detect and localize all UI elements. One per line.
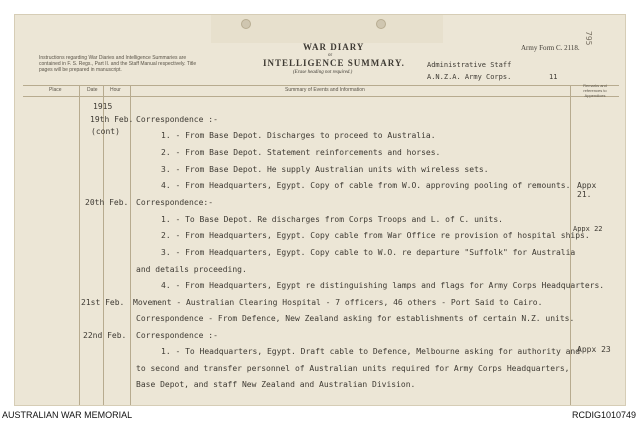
entry-date: 21st Feb.	[81, 298, 125, 307]
entry-date: 22nd Feb.	[83, 331, 127, 340]
rule-place	[79, 85, 80, 405]
entry-text: and details proceeding.	[136, 265, 247, 274]
entry-date: (cont)	[91, 127, 120, 136]
punch-hole-left	[241, 19, 251, 29]
archive-credit: AUSTRALIAN WAR MEMORIAL	[2, 410, 133, 420]
entry-text: 1. - From Base Depot. Discharges to proceed to Australia.	[161, 131, 436, 140]
col-summary: Summary of Events and Information	[285, 87, 365, 93]
erase-note: (Erase heading not required.)	[293, 70, 353, 75]
entry-text: 3. - From Base Depot. He supply Australian units with wireless sets.	[161, 165, 489, 174]
entry-text: 1. - To Base Depot. Re discharges from Corps Troops and L. of C. units.	[161, 215, 503, 224]
entry-text: 2. - From Headquarters, Egypt. Copy cable from War Office re provision of hospital ships.	[161, 231, 590, 240]
entry-text: 4. - From Headquarters, Egypt. Copy of cable from W.O. approving pooling of remounts.	[161, 181, 571, 190]
corps-heading: A.N.Z.A. Army Corps.	[427, 73, 512, 81]
entry-text: 3. - From Headquarters, Egypt. Copy cable to W.O. re departure "Suffolk" for Australia	[161, 248, 576, 257]
entry-text: 2. - From Base Depot. Statement reinforcements and horses.	[161, 148, 441, 157]
rule-summary	[570, 85, 571, 405]
staff-heading: Administrative Staff	[427, 61, 512, 69]
diary-title: WAR DIARY	[303, 42, 365, 52]
title-or: or	[328, 53, 333, 58]
entry-text: 1. - To Headquarters, Egypt. Draft cable to Defence, Melbourne asking for authority and	[161, 347, 581, 356]
col-hour: Hour	[110, 87, 121, 93]
col-place: Place	[49, 87, 62, 93]
entry-text: Correspondence :-	[136, 115, 218, 124]
rule-hour	[130, 85, 131, 405]
appendix-ref: Appx 22	[573, 225, 603, 233]
appendix-ref: Appx 21.	[577, 181, 597, 199]
entry-date: 19th Feb.	[90, 115, 134, 124]
entry-text: 4. - From Headquarters, Egypt re distinguishing lamps and flags for Army Corps Headquarters.	[161, 281, 605, 290]
punch-hole-right	[376, 19, 386, 29]
diary-subtitle: INTELLIGENCE SUMMARY.	[263, 58, 405, 68]
col-remarks: Remarks and references to Appendices	[583, 83, 607, 98]
archive-reference: RCDIG1010749	[571, 410, 636, 420]
page-number: 11	[549, 73, 558, 81]
header-top-rule	[23, 85, 619, 86]
entry-text: Base Depot, and staff New Zealand and Australian Division.	[136, 380, 416, 389]
header-bottom-rule	[23, 96, 619, 97]
army-form-number: Army Form C. 2118.	[521, 44, 580, 52]
entry-date: 20th Feb.	[85, 198, 129, 207]
appendix-ref: Appx 23	[577, 345, 611, 354]
col-date: Date	[87, 87, 98, 93]
war-diary-sheet	[14, 14, 626, 406]
entry-text: to second and transfer personnel of Australian units required for Army Corps Headquarters,	[136, 364, 570, 373]
entry-text: Correspondence:-	[136, 198, 214, 207]
entry-date: 1915	[93, 102, 113, 111]
entry-text: Movement - Australian Clearing Hospital - 7 officers, 46 others - Port Said to Cairo.	[133, 298, 543, 307]
folio-number: 795	[584, 31, 593, 46]
instructions-text: Instructions regarding War Diaries and Intelligence Summaries are contained in F. S. Regs., Part II. and the Staff Manual respectively. Title pages will be prepared in manuscript.	[39, 55, 197, 73]
entry-text: Correspondence - From Defence, New Zealand asking for establishments of certain N.Z. units.	[136, 314, 575, 323]
entry-text: Correspondence :-	[136, 331, 218, 340]
